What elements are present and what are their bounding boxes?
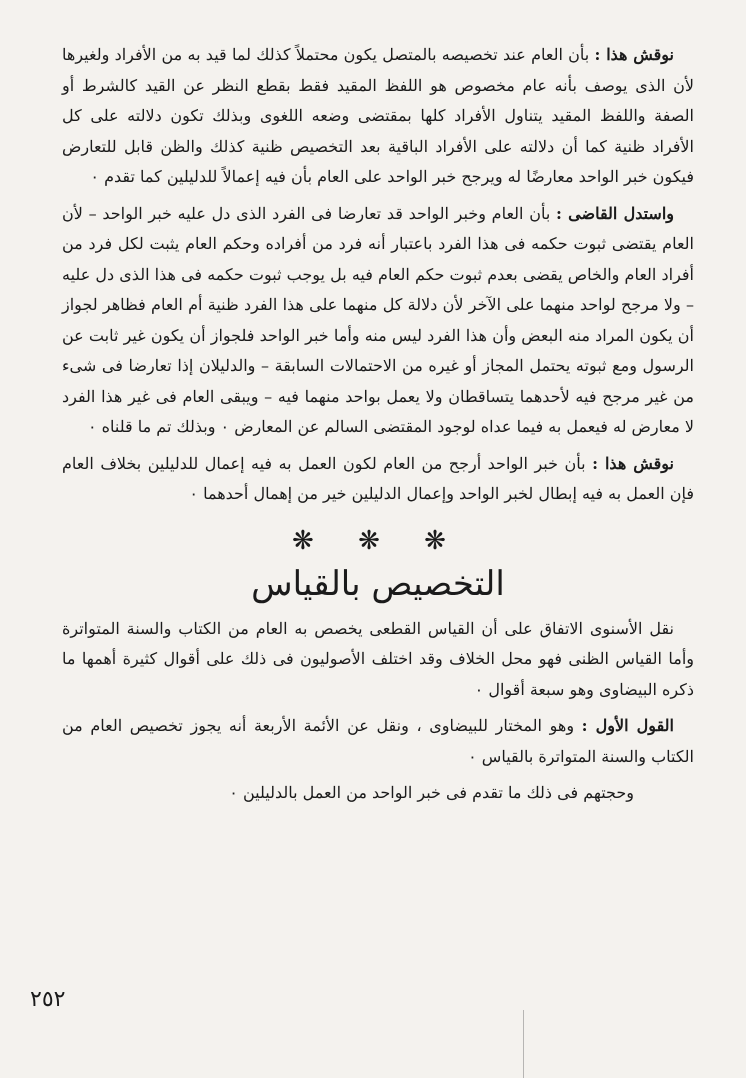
paragraph-intro (62, 614, 694, 706)
paragraph-lead: نوقش هذا : (592, 453, 675, 473)
paragraph-text: بأن العام وخبر الواحد قد تعارضا فى الفرد الذى دل عليه خبر الواحد – لأن العام يقتضى ثبوت حكمه فى هذا الفرد باعتبار أنه فرد من أفراده وحكم العام يثبت لكل فرد من أفراد العام والخاص يقضى بعدم ثبوت حكم العام فيه بل يوجب ثبوت حكمه فى هذا الذى دل عليه – ولا مرجح لواحد منهما على الآخر لأن دلالة كل منهما على هذا الفرد ظنية أم العام فظاهر لجواز أن يكون المراد منه البعض وأن هذا الفرد ليس منه وأما خبر الواحد فلجواز أن يكون غير ثابت عن الرسول ومع ثبوته يحتمل المجاز أو غيره من الاحتمالات السابقة – والدليلان إذا تعارضا فى شىء من غير مرجح فيه لأحدهما يتساقطان ولا يعمل بواحد منهما فيه – ويبقى العام فى غير هذا الفرد لا معارض له فيعمل به فيما عداه لوجود المقتضى السالم عن المعارض ٠ وبذلك تم ما قلناه ٠ (62, 203, 695, 436)
scan-artifact-line (523, 1010, 524, 1078)
paragraph-lead: القول الأول : (581, 716, 674, 735)
paragraph-objection-1 (62, 40, 694, 193)
paragraph-lead: واستدل القاضى : (556, 203, 675, 223)
paragraph-text: بأن خبر الواحد أرجح من العام لكون العمل به فيه إعمال للدليلين بخلاف العام فإن العمل به فيه إبطال لخبر الواحد وإعمال الدليلين خير من إهمال أحدهما ٠ (62, 453, 694, 503)
paragraph-argument (62, 778, 694, 809)
section-heading: التخصيص بالقياس (251, 563, 505, 604)
paragraph-objection-2 (62, 449, 694, 510)
page-number: ٢٥٢ (30, 987, 66, 1012)
paragraph-text: وحجتهم فى ذلك ما تقدم فى خبر الواحد من العمل بالدليلين ٠ (229, 783, 634, 802)
paragraph-text: نقل الأسنوى الاتفاق على أن القياس القطعى يخصص به العام من الكتاب والسنة المتواترة وأما القياس الظنى فهو محل الخلاف وقد اختلف الأصوليون فى ذلك على أقوال كثيرة أهمها ما ذكره البيضاوى وهو سبعة أقوال ٠ (62, 618, 695, 699)
section-ornament: ❋ ❋ ❋ (292, 525, 464, 556)
paragraph-text: وهو المختار للبيضاوى ، ونقل عن الأئمة الأربعة أنه يجوز تخصيص العام من الكتاب والسنة المتواترة بالقياس ٠ (62, 716, 694, 766)
paragraph-first-opinion (62, 711, 694, 772)
paragraph-text: بأن العام عند تخصيصه بالمتصل يكون محتملاً كذلك لما قيد به من الأفراد ولغيرها لأن الذى يوصف بأنه عام مخصوص هو اللفظ المقيد فقط بقطع النظر عن القيد كالشرط أو الصفة واللفظ المقيد يتناول الأفراد كلها بمقتضى وضعه اللغوى وبذلك تكون دلالته على كل الأفراد ظنية كما أن دلالته على الأفراد الباقية بعد التخصيص ظنية كذلك والظن قابل للتعارض فيكون خبر الواحد معارضًا له ويرجح خبر الواحد على العام بأن فيه إعمالاً للدليلين كما تقدم ٠ (62, 45, 694, 186)
paragraph-qadi-argument (62, 199, 694, 443)
paragraph-lead: نوقش هذا : (594, 45, 675, 64)
